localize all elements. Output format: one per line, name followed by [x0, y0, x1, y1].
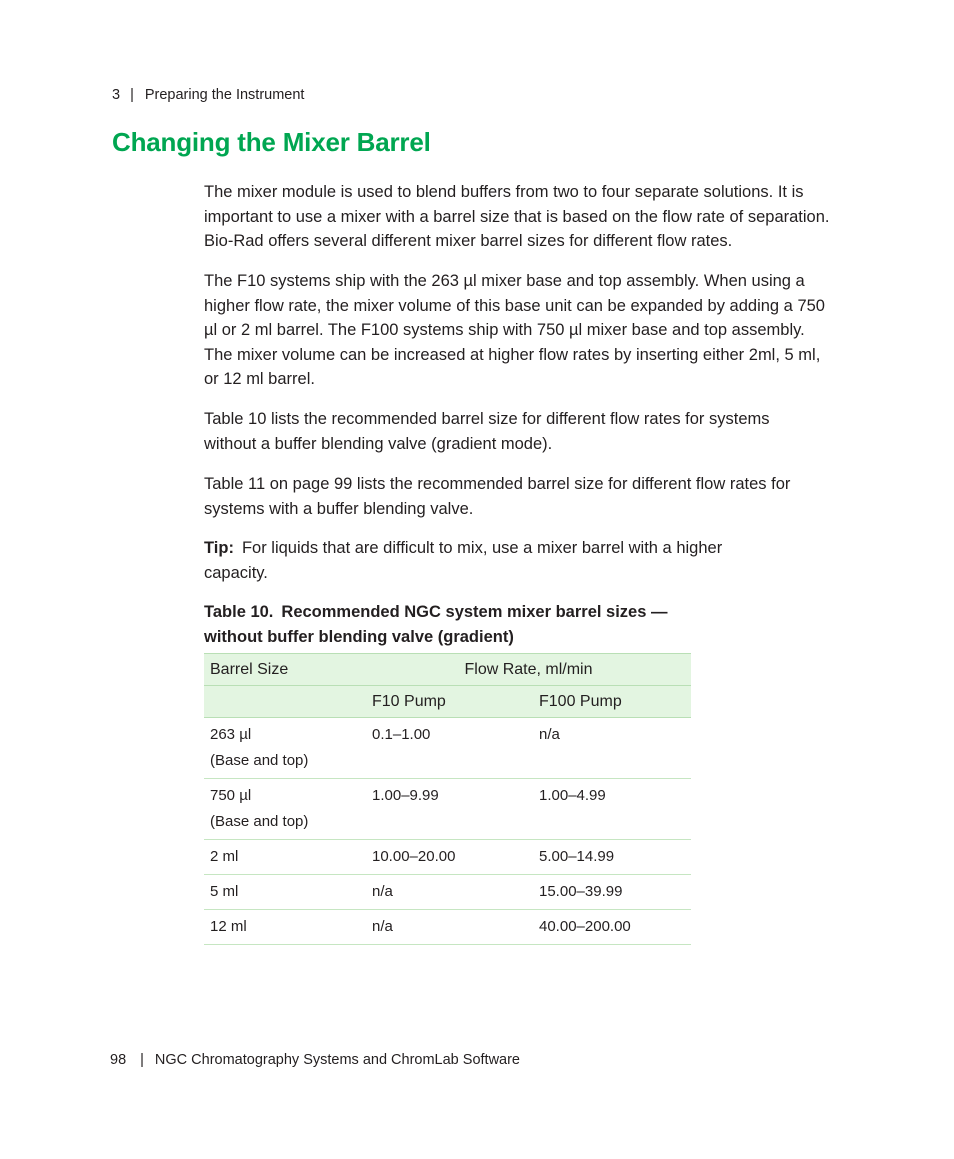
cell-f100: 40.00–200.00 [533, 910, 691, 945]
cell-f100: 5.00–14.99 [533, 840, 691, 875]
header-barrel-size: Barrel Size [204, 654, 366, 686]
cell-f10: n/a [366, 910, 533, 945]
cell-barrel-size: 2 ml [204, 840, 366, 875]
running-header [112, 87, 304, 103]
page-title: Changing the Mixer Barrel [112, 127, 431, 157]
table-row [204, 718, 691, 779]
table-row [204, 875, 691, 910]
barrel-size-value: 263 µl [210, 726, 252, 743]
section-title: Preparing the Instrument [144, 87, 305, 103]
cell-f10: 1.00–9.99 [366, 779, 533, 840]
cell-barrel-size [204, 718, 366, 779]
tip-text: For liquids that are difficult to mix, use a mixer barrel with a higher capacity. [204, 539, 723, 582]
chapter-number: 3 [112, 87, 121, 103]
tip-note [204, 536, 774, 585]
cell-barrel-size: 5 ml [204, 875, 366, 910]
cell-f10: n/a [366, 875, 533, 910]
header-empty [204, 686, 366, 718]
cell-f10: 0.1–1.00 [366, 718, 533, 779]
table-caption [204, 600, 704, 650]
cell-f100: 1.00–4.99 [533, 779, 691, 840]
header-f10-pump: F10 Pump [366, 686, 533, 718]
table-row [204, 840, 691, 875]
cell-barrel-size [204, 779, 366, 840]
paragraph-mixer-intro: The mixer module is used to blend buffers from two to four separate solutions. It is important to use a mixer with a barrel size that is based on the flow rate of separation. Bio-Rad offers several different mixer barrel sizes for different flow rates. [204, 183, 830, 251]
footer-separator: | [140, 1052, 144, 1068]
table-header-row [204, 654, 691, 686]
paragraph-system-barrels: The F10 systems ship with the 263 µl mixer base and top assembly. When using a higher flow rate, the mixer volume of this base unit can be expanded by adding a 750 µl or 2 ml barrel. The F100 systems ship with 750 µl mixer base and top assembly. The mixer volume can be increased at higher flow rates by inserting either 2ml, 5 ml, or 12 ml barrel. [204, 272, 825, 389]
header-f100-pump: F100 Pump [533, 686, 691, 718]
cell-f100: n/a [533, 718, 691, 779]
cell-f10: 10.00–20.00 [366, 840, 533, 875]
paragraph-table11-ref: Table 11 on page 99 lists the recommended barrel size for different flow rates for systems with a buffer blending valve. [204, 475, 791, 518]
barrel-size-value: 750 µl [210, 787, 252, 804]
cell-barrel-size: 12 ml [204, 910, 366, 945]
barrel-size-table [204, 653, 691, 945]
book-title: NGC Chromatography Systems and ChromLab Software [154, 1052, 520, 1068]
header-flow-rate: Flow Rate, ml/min [366, 654, 691, 686]
table-row [204, 910, 691, 945]
barrel-size-note: (Base and top) [210, 813, 309, 830]
barrel-size-note: (Base and top) [210, 752, 309, 769]
table-row [204, 779, 691, 840]
table-caption-text: Recommended NGC system mixer barrel sizes — without buffer blending valve (gradient) [204, 603, 668, 646]
header-separator: | [130, 87, 134, 103]
tip-label: Tip: [204, 539, 234, 557]
paragraph-table10-ref: Table 10 lists the recommended barrel size for different flow rates for systems without a buffer blending valve (gradient mode). [204, 410, 770, 453]
table-caption-number: Table 10. [204, 603, 274, 621]
page-number: 98 [110, 1052, 127, 1068]
cell-f100: 15.00–39.99 [533, 875, 691, 910]
table-subheader-row [204, 686, 691, 718]
running-footer [110, 1052, 520, 1068]
